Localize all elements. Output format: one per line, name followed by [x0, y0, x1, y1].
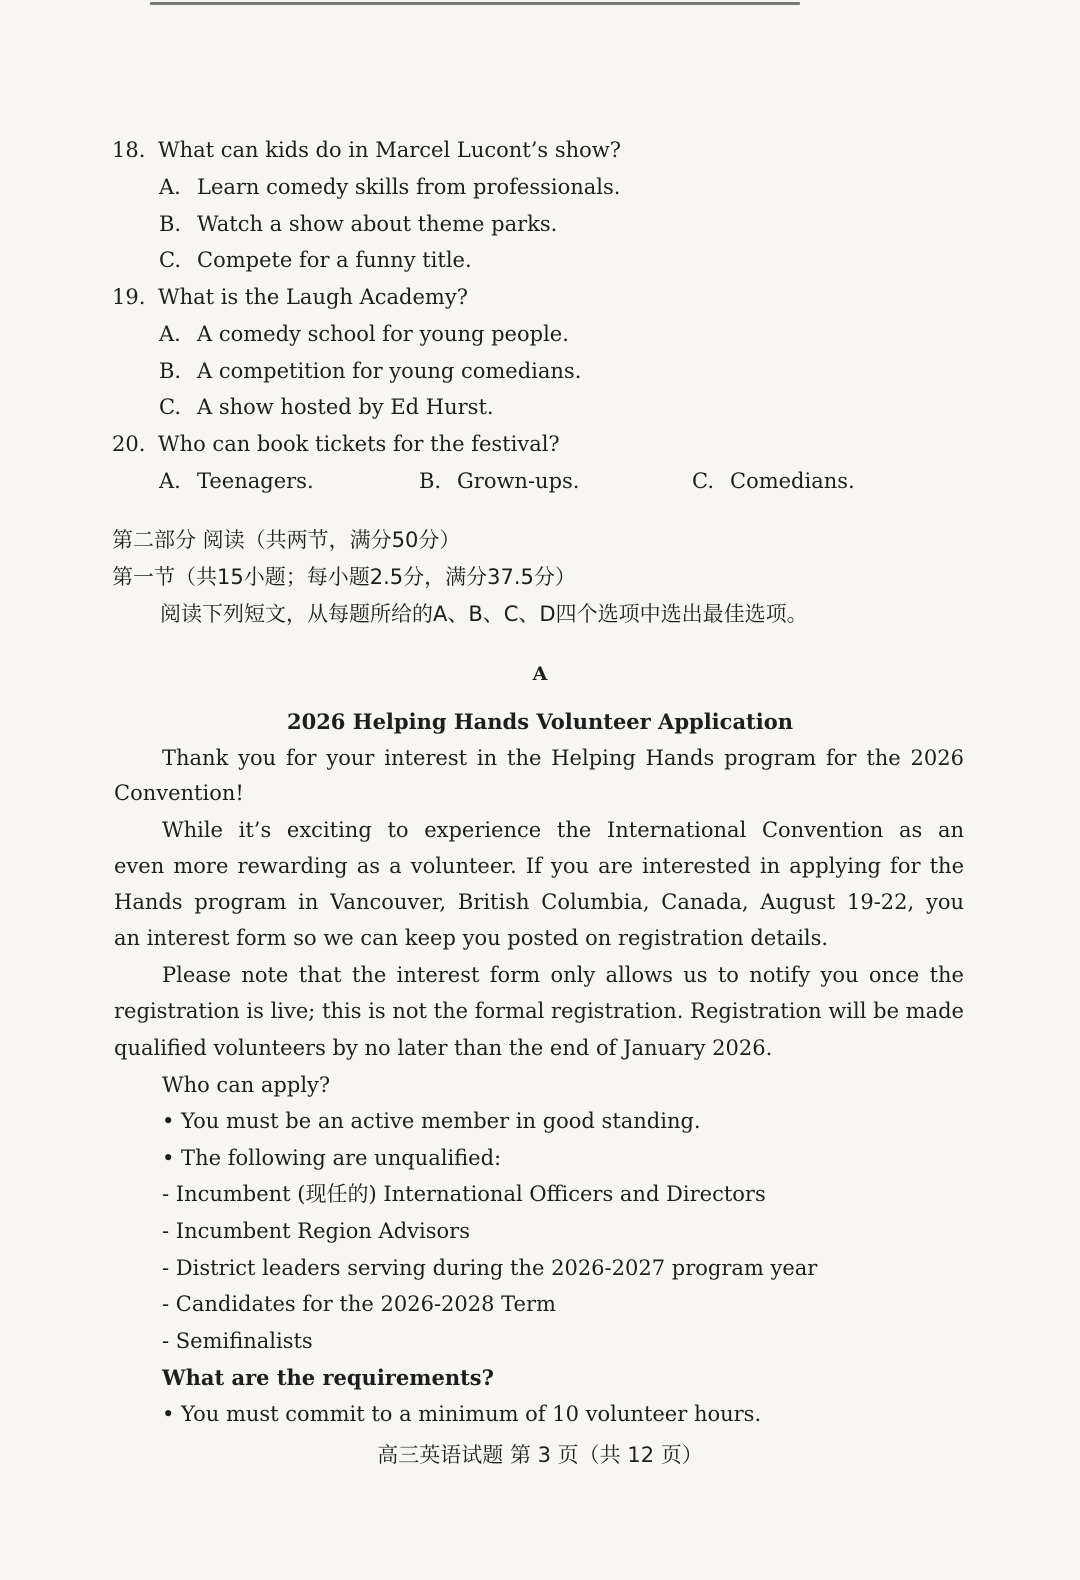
option-letter: C.	[159, 248, 181, 272]
option-text: Watch a show about theme parks.	[197, 212, 558, 236]
question-18	[112, 137, 621, 163]
p3-line3: qualified volunteers by no later than the end of January 2026.	[114, 1036, 773, 1060]
option-19c	[159, 394, 494, 420]
option-letter: B.	[159, 359, 182, 383]
option-text: Teenagers.	[197, 469, 314, 493]
option-text: Comedians.	[730, 469, 855, 493]
who-bullet-2: • The following are unqualified:	[162, 1146, 502, 1170]
question-19	[112, 284, 468, 310]
option-text: A show hosted by Ed Hurst.	[197, 395, 494, 419]
option-18a	[159, 174, 620, 200]
p2-line1: While it’s exciting to experience the International Convention as an	[162, 818, 964, 842]
part-title: 第二部分 阅读（共两节，满分50分）	[112, 528, 461, 552]
who-dash-5: - Semifinalists	[162, 1329, 313, 1353]
option-letter: A.	[159, 469, 181, 493]
question-20	[112, 431, 560, 457]
question-number: 19.	[112, 285, 146, 309]
page-footer: 高三英语试题 第 3 页（共 12 页）	[377, 1443, 703, 1467]
who-dash-3: - District leaders serving during the 2026-2027 program year	[162, 1256, 818, 1280]
option-letter: A.	[159, 175, 181, 199]
option-19b	[159, 358, 581, 384]
option-letter: A.	[159, 322, 181, 346]
option-text: A competition for young comedians.	[197, 359, 582, 383]
section-title: 第一节（共15小题；每小题2.5分，满分37.5分）	[112, 565, 576, 589]
option-letter: B.	[419, 469, 442, 493]
section-instruction: 阅读下列短文，从每题所给的A、B、C、D四个选项中选出最佳选项。	[160, 602, 808, 626]
option-18c	[159, 247, 472, 273]
option-18b	[159, 211, 557, 237]
question-text: What is the Laugh Academy?	[158, 285, 468, 309]
req-heading: What are the requirements?	[162, 1365, 494, 1390]
req-bullet-1: • You must commit to a minimum of 10 volunteer hours.	[162, 1402, 762, 1426]
option-letter: C.	[692, 469, 714, 493]
option-text: Learn comedy skills from professionals.	[197, 175, 621, 199]
question-text: What can kids do in Marcel Lucont’s show?	[158, 138, 622, 162]
p2-line3: Hands program in Vancouver, British Columbia, Canada, August 19-22, you	[114, 890, 964, 914]
p3-line1: Please note that the interest form only allows us to notify you once the	[162, 963, 964, 987]
option-19a	[159, 321, 569, 347]
question-number: 18.	[112, 138, 146, 162]
option-text: Compete for a funny title.	[197, 248, 472, 272]
p1-line1: Thank you for your interest in the Helping Hands program for the 2026	[162, 746, 964, 770]
p2-line2: even more rewarding as a volunteer. If you are interested in applying for the	[114, 854, 964, 878]
option-letter: B.	[159, 212, 182, 236]
question-number: 20.	[112, 432, 146, 456]
passage-title: 2026 Helping Hands Volunteer Application	[286, 709, 794, 734]
question-text: Who can book tickets for the festival?	[158, 432, 560, 456]
option-text: Grown-ups.	[457, 469, 580, 493]
p2-line4: an interest form so we can keep you posted on registration details.	[114, 926, 829, 950]
passage-label: A	[532, 663, 548, 685]
who-dash-2: - Incumbent Region Advisors	[162, 1219, 470, 1243]
option-letter: C.	[159, 395, 181, 419]
option-20a	[159, 468, 314, 494]
option-text: A comedy school for young people.	[197, 322, 569, 346]
who-bullet-1: • You must be an active member in good standing.	[162, 1109, 701, 1133]
p3-line2: registration is live; this is not the formal registration. Registration will be made	[114, 999, 964, 1023]
p1-line2: Convention!	[114, 781, 244, 805]
who-heading: Who can apply?	[162, 1073, 331, 1097]
option-20c	[692, 468, 855, 494]
who-dash-1: - Incumbent (现任的) International Officers and Directors	[162, 1182, 766, 1206]
who-dash-4: - Candidates for the 2026-2028 Term	[162, 1292, 556, 1316]
top-rule	[150, 2, 800, 5]
option-20b	[419, 468, 579, 494]
